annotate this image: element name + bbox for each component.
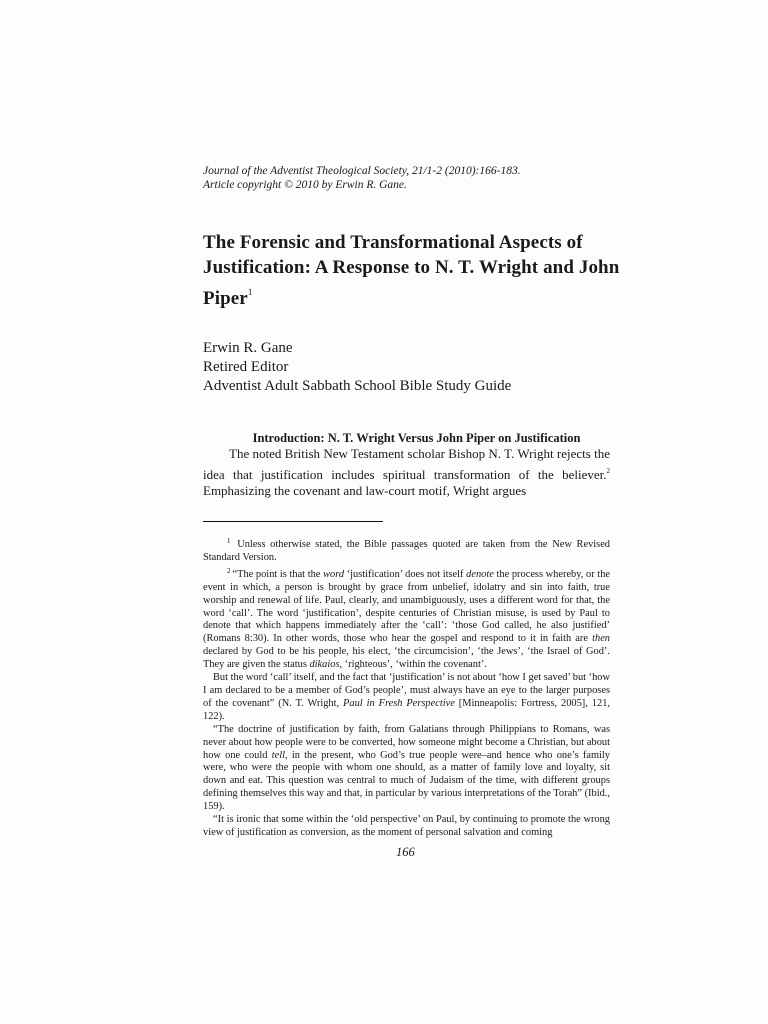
footnote-italic: tell [271,749,285,761]
journal-citation: Journal of the Adventist Theological Society, 21/1-2 (2010):166-183. [203,165,521,177]
footnote-2-paragraph: “It is ironic that some within the ‘old perspective’ on Paul, by continuing to promote the wrong view of justification as conversion, as the moment of personal salvation and coming [203,814,610,838]
footnote-italic: word [323,568,345,580]
author-block [203,339,623,396]
footnote-marker-2[interactable]: 2 [606,466,610,475]
footnote-text: [Minneapolis: Fortress, 2005], 121, 122). [203,697,610,722]
footnote-text: the process whereby, or the event in which, a person is brought by grace from unbelief, idolatry and sin into faith, true worship and renewal of life. Paul, clearly, and unambiguously, uses a different word for that, the word ‘call’. The word ‘justification’, despite centuries of Christian misuse, is used by Paul to denote that which happens immediately after the ‘call’: ‘those God called, he also justified’ (Romans 8:30). In other words, those who hear the gospel and respond to it in faith are [203,568,611,645]
footnotes [203,535,610,840]
article-title-text: The Forensic and Transformational Aspects of Justification: A Response to N. T. Wright and John Piper [203,232,620,309]
footnote-text: Unless otherwise stated, the Bible passages quoted are taken from the New Revised Standard Version. [203,539,610,563]
author-role: Retired Editor [203,359,289,375]
section-heading: Introduction: N. T. Wright Versus John Piper on Justification [252,431,581,445]
body-text-b: Emphasizing the covenant and law-court motif, Wright argues [203,483,527,498]
footnote-number: 2 [227,566,231,575]
footnote-text: But the word ‘call’ itself, and the fact that ‘justification’ is not about ‘how I get saved’ but ‘how I am declared to be a member of God’s people’, must always have an eye to the larger purposes of the covenant” (N. T. Wright, [203,672,610,709]
author-name: Erwin R. Gane [203,340,293,356]
footnote-text: , in the present, who God’s true people were–and hence who one’s family were, who were the people with whom one should, as a matter of family love and loyalty, sit down and eat. This question was central to much of Judaism of the time, with different groups defining themselves this way and that, in particular by various interpretations of the Torah” (Ibid., 159). [203,749,611,813]
footnote-text: “The point is that the [232,568,324,580]
article-copyright: Article copyright © 2010 by Erwin R. Gane. [203,179,407,191]
footnote-divider [203,521,383,522]
footnote-italic: dikaios [309,659,340,671]
footnote-1 [203,535,610,565]
body-text-a: The noted British New Testament scholar Bishop N. T. Wright rejects the idea that justification includes spiritual transformation of the believer. [203,446,610,482]
footnote-2-paragraph [203,672,610,724]
footnote-text: declared by God to be his people, his elect, ‘the circumcision’, ‘the Jews’, ‘the Israel of God’. They are given the status [203,646,610,671]
footnote-text: , ‘righteous’, ‘within the covenant’. [339,659,487,671]
footnote-italic: then [592,633,610,645]
title-footnote-marker[interactable]: 1 [247,287,253,297]
footnote-2-paragraph [203,724,610,814]
page-number: 166 [396,845,415,859]
body-paragraph [203,446,610,500]
footnote-text: ‘justification’ does not itself [344,568,467,580]
footnote-italic: Paul in Fresh Perspective [343,697,455,709]
article-title [203,230,623,311]
author-affiliation: Adventist Adult Sabbath School Bible Study Guide [203,378,512,394]
footnote-text: “The doctrine of justification by faith, from Galatians through Philippians to Romans, was never about how people were to be converted, how someone might become a Christian, but about how one could [203,723,610,761]
footnote-italic: denote [466,568,494,580]
footnote-number: 1 [227,537,231,545]
footnote-2 [203,565,610,672]
journal-header [203,164,623,192]
